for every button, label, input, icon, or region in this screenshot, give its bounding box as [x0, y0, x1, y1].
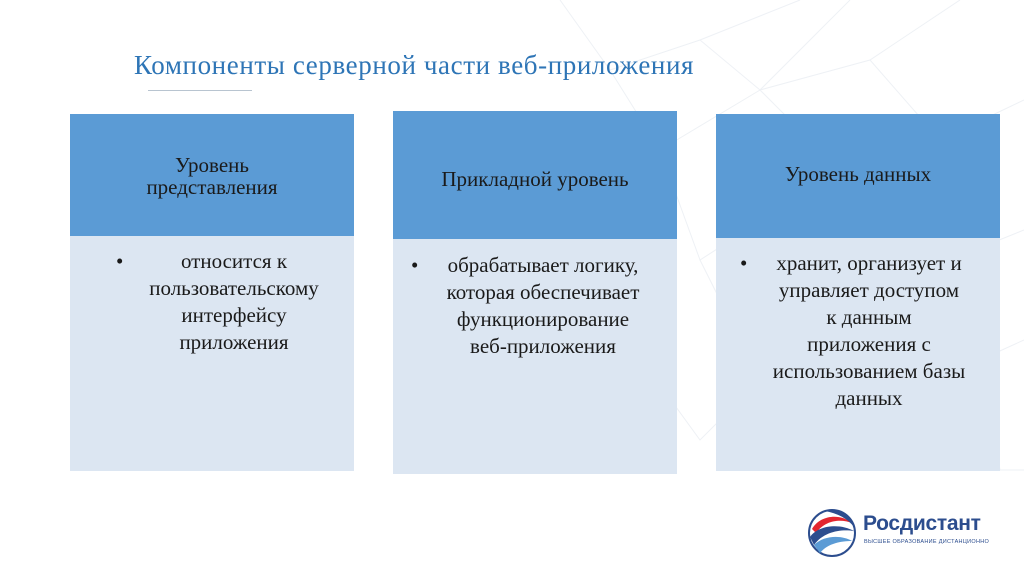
logo-tagline: ВЫСШЕЕ ОБРАЗОВАНИЕ ДИСТАНЦИОННО — [864, 539, 990, 545]
bullet-line: приложения — [179, 330, 289, 354]
card-heading — [716, 114, 1000, 238]
title-underline — [148, 90, 252, 91]
bullet-line: приложения с — [807, 332, 931, 356]
bullet-line: веб-приложения — [470, 334, 616, 358]
bullet-marker: • — [740, 251, 748, 275]
slide-title: Компоненты серверной части веб-приложения — [134, 50, 695, 80]
bullet-line: данных — [835, 386, 903, 410]
bullet-line: управляет доступом — [778, 278, 960, 302]
card-bullet — [740, 250, 986, 412]
bullet-line: относится к — [180, 249, 288, 273]
bullet-line: хранит, организует и — [776, 251, 962, 275]
card-heading — [70, 114, 354, 236]
card-body — [70, 236, 354, 471]
card-heading — [393, 111, 677, 239]
bullet-line: пользовательскому — [149, 276, 319, 300]
card-bullet — [411, 252, 663, 360]
bullet-line: функционирование — [456, 307, 630, 331]
bullet-line: обрабатывает логику, — [447, 253, 639, 277]
rosdistant-logo — [806, 505, 1006, 559]
bullet-line: использованием базы — [772, 359, 966, 383]
card-application-layer — [393, 111, 677, 474]
logo-wordmark: Росдистант — [863, 512, 981, 535]
card-bullet — [116, 248, 340, 356]
bullet-line: которая обеспечивает — [446, 280, 640, 304]
globe-logo-icon — [806, 505, 858, 559]
card-body — [393, 239, 677, 474]
card-heading-line: Уровень — [175, 153, 249, 177]
card-presentation-layer — [70, 114, 354, 471]
bullet-marker: • — [411, 253, 419, 277]
card-body — [716, 238, 1000, 471]
card-heading-line: Прикладной уровень — [441, 167, 629, 191]
card-heading-line: представления — [146, 175, 278, 199]
bullet-marker: • — [116, 249, 124, 273]
bullet-line: к данным — [826, 305, 912, 329]
card-heading-line: Уровень данных — [784, 162, 932, 186]
bullet-line: интерфейсу — [181, 303, 287, 327]
card-data-layer — [716, 114, 1000, 471]
